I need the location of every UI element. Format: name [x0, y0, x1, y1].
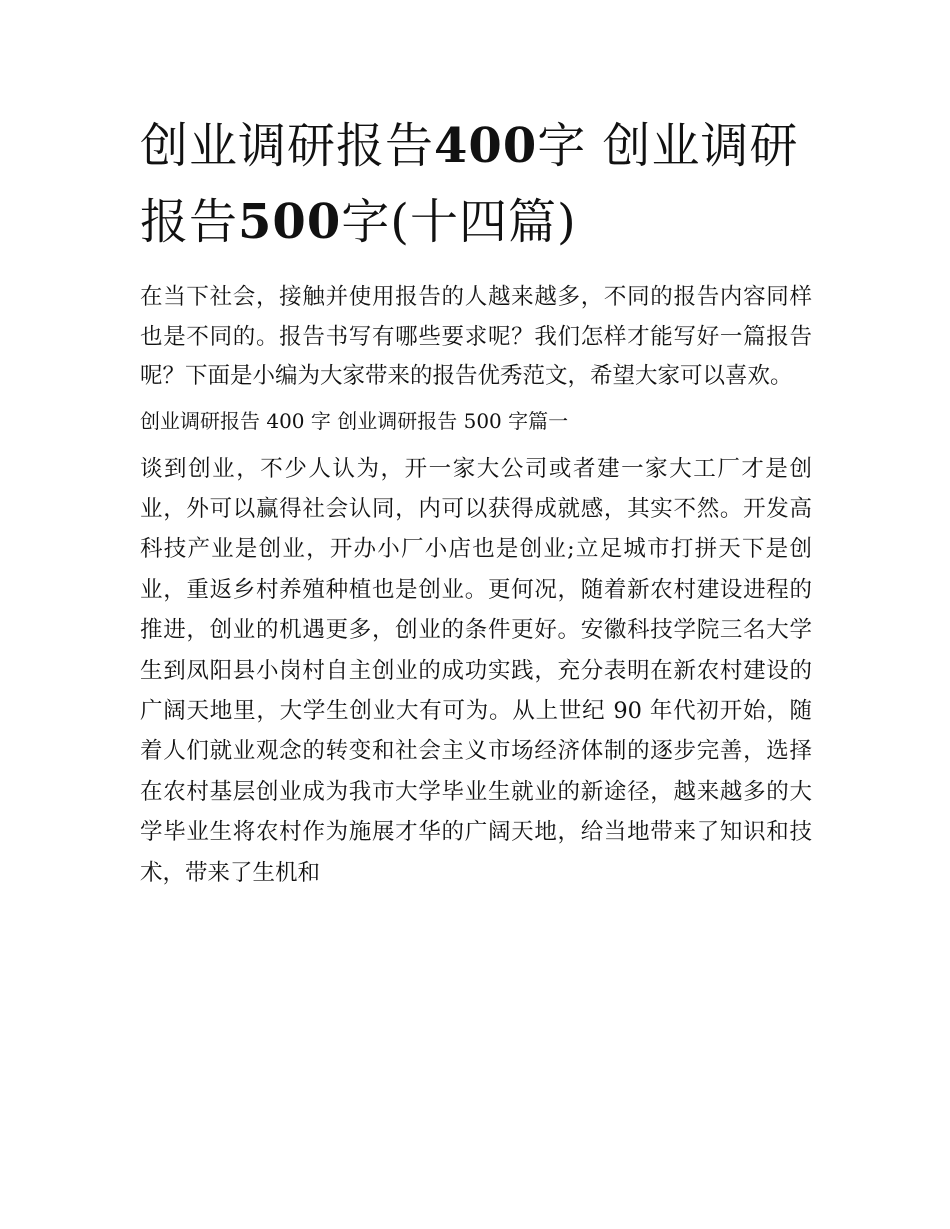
- title-part-3: 字(十四篇): [341, 194, 577, 250]
- title-part-2: 字 创业调研报告: [140, 118, 799, 250]
- title-number-2: 500: [238, 194, 342, 250]
- title-part-1: 创业调研报告: [140, 118, 435, 174]
- section-body-paragraph: 谈到创业，不少人认为，开一家大公司或者建一家大工厂才是创业，外可以赢得社会认同，内可以获得成就感，其实不然。开发高科技产业是创业，开办小厂小店也是创业;立足城市打拼天下是创业，重返乡村养殖种植也是创业。更何况，随着新农村建设进程的推进，创业的机遇更多，创业的条件更好。安徽科技学院三名大学生到凤阳县小岗村自主创业的成功实践，充分表明在新农村建设的广阔天地里，大学生创业大有可为。从上世纪 90 年代初开始，随着人们就业观念的转变和社会主义市场经济体制的逐步完善，选择在农村基层创业成为我市大学毕业生就业的新途径，越来越多的大学毕业生将农村作为施展才华的广阔天地，给当地带来了知识和技术，带来了生机和: [140, 455, 812, 886]
- section-heading: 创业调研报告 400 字 创业调研报告 500 字篇一: [140, 408, 569, 433]
- title-number-1: 400: [434, 118, 538, 174]
- document-title: [140, 108, 812, 260]
- intro-paragraph: 在当下社会，接触并使用报告的人越来越多，不同的报告内容同样也是不同的。报告书写有哪些要求呢？我们怎样才能写好一篇报告呢？下面是小编为大家带来的报告优秀范文，希望大家可以喜欢。: [140, 284, 812, 389]
- document-page: [140, 108, 812, 893]
